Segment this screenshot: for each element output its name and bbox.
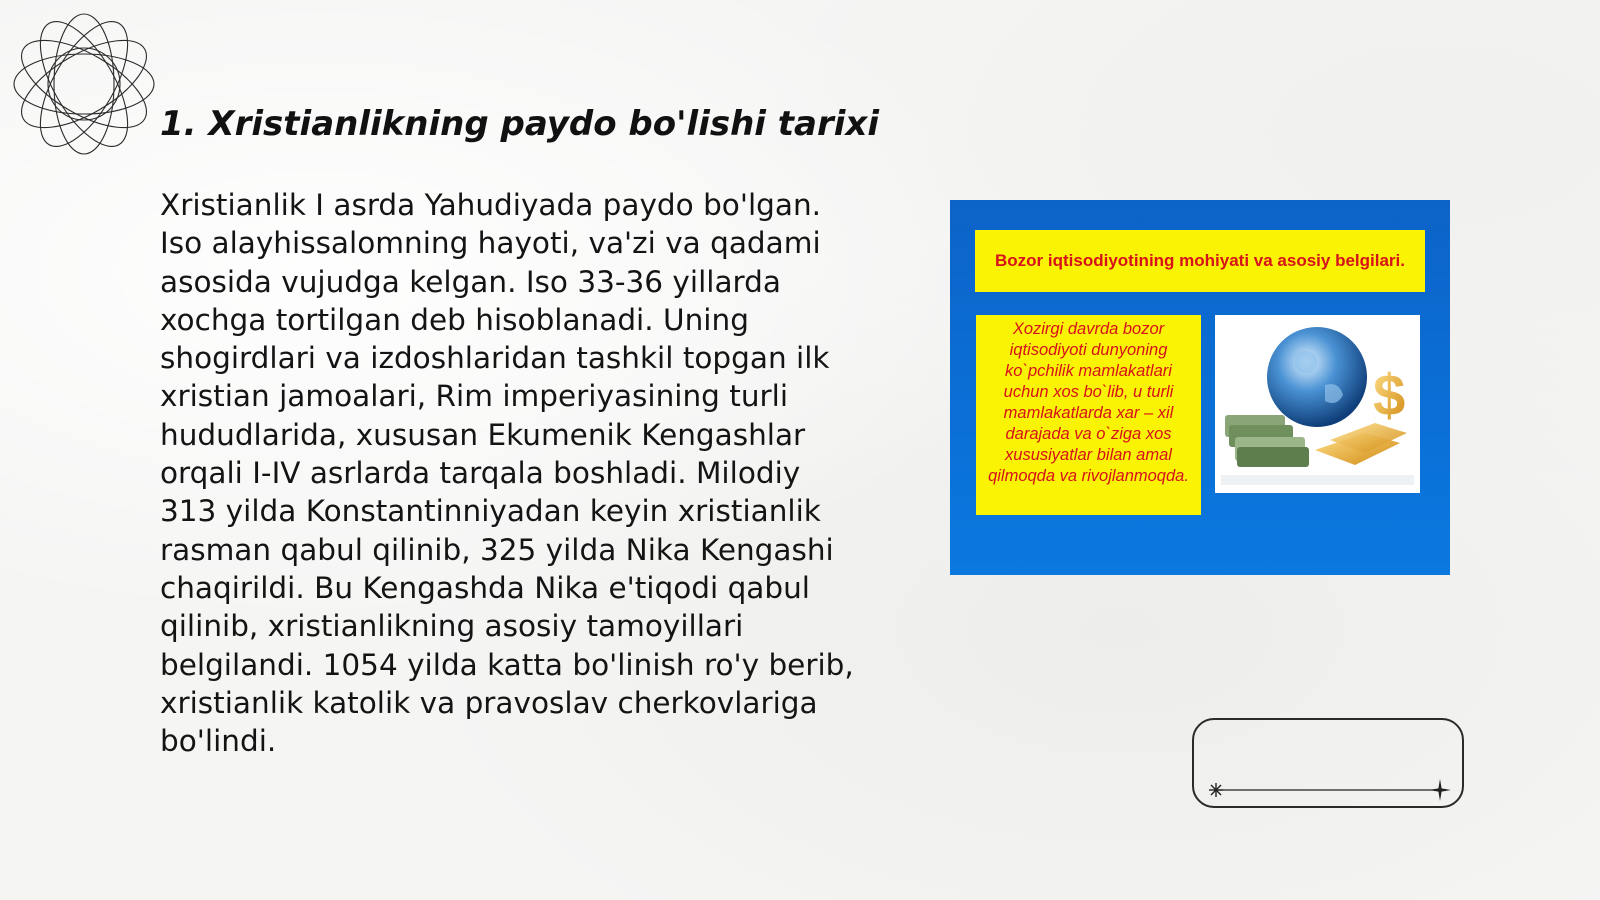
embedded-slide-image [950,200,1450,575]
slide-picture [1215,315,1420,493]
page-title: 1. Xristianlikning paydo bo'lishi tarixi [160,104,879,144]
body-paragraph: Xristianlik I asrda Yahudiyada paydo bo'lgan. Iso alayhissalomning hayoti, va'zi va qadami asosida vujudga kelgan. Iso 33-36 yillarda xochga tortilgan deb hisoblanadi. Uning shogirdlari va izdoshlaridan tashkil topgan ilk xristian jamoalari, Rim imperiyasining turli hududlarida, xususan Ekumenik Kengashlar orqali I-IV asrlarda tarqala boshladi. Milodiy 313 yilda Konstantinniyadan keyin xristianlik rasman qabul qilinib, 325 yilda Nika Kengashi chaqirildi. Bu Kengashda Nika e'tiqodi qabul qilinib, xristianlikning asosiy tamoyillari belgilandi. 1054 yilda katta bo'linish ro'y berib, xristianlik katolik va pravoslav cherkovlariga bo'lindi. [160,188,854,759]
slide-header [975,230,1425,292]
slide-textbox [976,315,1201,515]
slide-textbox-text: Xozirgi davrda bozor iqtisodiyoti dunyoning ko`pchilik mamlakatlari uchun xos bo`lib, u turli mamlakatlarda xar – xil darajada va o`ziga xos xususiyatlar bilan amal qilmoqda va rivojlanmoqda. [988,320,1189,485]
svg-text:$: $ [1373,363,1406,428]
slide-header-text: Bozor iqtisodiyotining mohiyati va asosiy belgilari. [995,251,1405,270]
globe-money-icon [1215,315,1420,493]
orbit-rings-icon [10,10,158,158]
slider-line-icon [1192,718,1464,808]
